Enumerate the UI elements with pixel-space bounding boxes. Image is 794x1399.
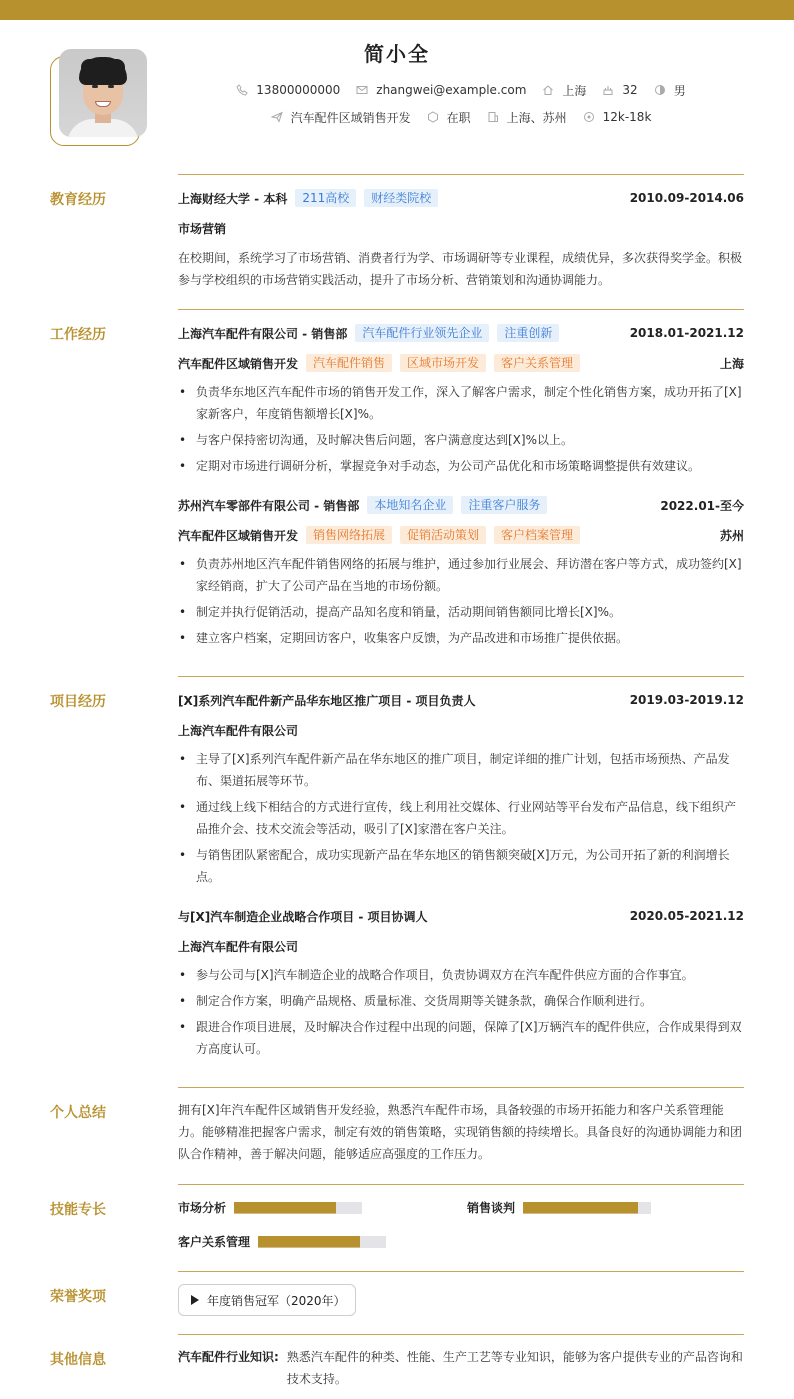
- email-item: [356, 83, 526, 97]
- project-bullets: [178, 748, 744, 892]
- skill-bar-fill: [234, 1202, 336, 1214]
- list-item: • 通过线上线下相结合的方式进行宣传，线上利用社交媒体、行业网站等平台发布产品信息，线下组织产品推介会、技术交流会等活动，吸引了[X]家潜在客户关注。: [178, 796, 744, 840]
- project-company: 上海汽车配件有限公司: [178, 939, 299, 954]
- company-tag: 注重客户服务: [461, 496, 547, 514]
- other-label: 汽车配件行业知识:: [178, 1350, 279, 1364]
- section-divider: [178, 174, 744, 175]
- section-divider: [178, 1184, 744, 1185]
- school-tag: 财经类院校: [364, 189, 438, 207]
- top-accent-bar: [0, 0, 794, 20]
- project-bullets: [178, 964, 744, 1064]
- status-item: [427, 109, 471, 126]
- major: 市场营销: [178, 221, 227, 236]
- section-title-summary: 个人总结: [50, 1105, 106, 1121]
- award-label: 年度销售冠军（2020年）: [207, 1293, 346, 1308]
- target-job-text: 汽车配件区域销售开发: [290, 110, 411, 125]
- role-tag: 销售网络拓展: [306, 526, 392, 544]
- gender-item: [654, 82, 686, 99]
- list-item: • 与客户保持密切沟通，及时解决售后问题，客户满意度达到[X]%以上。: [178, 429, 744, 451]
- company-tag: 本地知名企业: [367, 496, 453, 514]
- work-location: 苏州: [719, 528, 744, 543]
- city-item: [542, 82, 586, 99]
- skill-bar: [234, 1202, 362, 1214]
- list-item: • 负责苏州地区汽车配件销售网络的拓展与维护，通过参加行业展会、拜访潜在客户等方式，成功签约[X]家经销商，扩大了公司产品在当地的市场份额。: [178, 553, 744, 597]
- target-city-item: [487, 109, 567, 126]
- project-title: 与[X]汽车制造企业战略合作项目 - 项目协调人: [178, 909, 428, 924]
- education-header: [178, 189, 744, 207]
- school-name: 上海财经大学 - 本科: [178, 191, 288, 206]
- skill-bar: [523, 1202, 651, 1214]
- section-divider: [178, 1334, 744, 1335]
- skill-bar-fill: [258, 1236, 360, 1248]
- other-text: 熟悉汽车配件的种类、性能、生产工艺等专业知识，能够为客户提供专业的产品咨询和技术支持。: [286, 1350, 743, 1386]
- skill-name: 市场分析: [178, 1201, 227, 1215]
- send-icon: [271, 111, 283, 123]
- work-role-row: [178, 354, 744, 372]
- work-location: 上海: [719, 356, 744, 371]
- target-city-text: 上海、苏州: [506, 110, 567, 125]
- education-period: 2010.09-2014.06: [629, 191, 744, 205]
- project-period: 2019.03-2019.12: [629, 693, 744, 707]
- section-title-awards: 荣誉奖项: [50, 1289, 106, 1305]
- section-divider: [178, 309, 744, 310]
- salary-item: [583, 110, 652, 124]
- education-desc: 在校期间，系统学习了市场营销、消费者行为学、市场调研等专业课程，成绩优异，多次获得奖学金。积极参与学校组织的市场营销实践活动，提升了市场分析、营销策划和沟通协调能力。: [178, 251, 743, 287]
- company-name: 上海汽车配件有限公司 - 销售部: [178, 326, 348, 341]
- building-icon: [487, 111, 499, 123]
- section-divider: [178, 676, 744, 677]
- contact-row: [178, 81, 744, 99]
- list-item: • 定期对市场进行调研分析，掌握竞争对手动态，为公司产品优化和市场策略调整提供有效建议。: [178, 455, 744, 477]
- role-tag: 区域市场开发: [400, 354, 486, 372]
- section-divider: [178, 1271, 744, 1272]
- skill-item: [178, 1233, 386, 1250]
- list-item: • 制定并执行促销活动，提高产品知名度和销量，活动期间销售额同比增长[X]%。: [178, 601, 744, 623]
- status-icon: [427, 111, 439, 123]
- skill-item: [178, 1199, 362, 1216]
- work-role-row: [178, 526, 744, 544]
- list-item: • 参与公司与[X]汽车制造企业的战略合作项目，负责协调双方在汽车配件供应方面的合作事宜。: [178, 964, 744, 986]
- role-tag: 汽车配件销售: [306, 354, 392, 372]
- phone-text: 13800000000: [256, 83, 341, 97]
- list-item: • 跟进合作项目进展，及时解决合作过程中出现的问题，保障了[X]万辆汽车的配件供应，合作成果得到双方高度认可。: [178, 1016, 744, 1060]
- section-title-project: 项目经历: [50, 694, 106, 710]
- summary-text: 拥有[X]年汽车配件区域销售开发经验，熟悉汽车配件市场，具备较强的市场开拓能力和客户关系管理能力。能够精准把握客户需求，制定有效的销售策略，实现销售额的持续增长。具备良好的沟通协调能力和团队合作精神，善于解决问题，能够适应高强度的工作压力。: [178, 1103, 743, 1161]
- city-text: 上海: [562, 83, 587, 98]
- role-title: 汽车配件区域销售开发: [178, 356, 299, 371]
- intent-row: [178, 108, 744, 126]
- work-header: [178, 324, 744, 342]
- role-tag: 客户关系管理: [494, 354, 580, 372]
- company-tag: 汽车配件行业领先企业: [355, 324, 489, 342]
- gender-icon: [654, 84, 666, 96]
- section-title-skills: 技能专长: [50, 1202, 106, 1218]
- candidate-name: 简小全: [364, 42, 430, 66]
- skill-bar: [258, 1236, 386, 1248]
- list-item: • 制定合作方案，明确产品规格、质量标准、交货周期等关键条款，确保合作顺利进行。: [178, 990, 744, 1012]
- work-period: 2018.01-2021.12: [629, 326, 744, 340]
- status-text: 在职: [446, 110, 471, 125]
- target-job-item: [271, 109, 411, 126]
- company-name: 苏州汽车零部件有限公司 - 销售部: [178, 498, 360, 513]
- project-period: 2020.05-2021.12: [629, 909, 744, 923]
- work-header: [178, 496, 744, 514]
- phone-icon: [236, 84, 248, 96]
- mail-icon: [356, 84, 368, 96]
- role-tag: 促销活动策划: [400, 526, 486, 544]
- triangle-right-icon: [191, 1295, 199, 1305]
- list-item: • 与销售团队紧密配合，成功实现新产品在华东地区的销售额突破[X]万元，为公司开拓了新的利润增长点。: [178, 844, 744, 888]
- school-tag: 211高校: [295, 189, 356, 207]
- skill-bar-fill: [523, 1202, 638, 1214]
- list-item: • 建立客户档案，定期回访客户，收集客户反馈，为产品改进和市场推广提供依据。: [178, 627, 744, 649]
- age-item: [602, 83, 637, 97]
- age-text: 32: [622, 83, 638, 97]
- role-title: 汽车配件区域销售开发: [178, 528, 299, 543]
- skill-item: [467, 1199, 651, 1216]
- money-icon: [583, 111, 595, 123]
- role-tag: 客户档案管理: [494, 526, 580, 544]
- email-text: zhangwei@example.com: [376, 83, 527, 97]
- list-item: • 负责华东地区汽车配件市场的销售开发工作，深入了解客户需求，制定个性化销售方案，成功开拓了[X]家新客户，年度销售额增长[X]%。: [178, 381, 744, 425]
- gender-text: 男: [673, 83, 686, 98]
- work-bullets: [178, 381, 744, 481]
- company-tag: 注重创新: [497, 324, 559, 342]
- section-title-other: 其他信息: [50, 1352, 106, 1368]
- phone-item: [236, 83, 340, 97]
- work-bullets: [178, 553, 744, 653]
- project-company: 上海汽车配件有限公司: [178, 723, 299, 738]
- list-item: • 主导了[X]系列汽车配件新产品在华东地区的推广项目，制定详细的推广计划，包括市场预热、产品发布、渠道拓展等环节。: [178, 748, 744, 792]
- section-title-education: 教育经历: [50, 192, 106, 208]
- award-item[interactable]: [178, 1284, 356, 1316]
- project-title: [X]系列汽车配件新产品华东地区推广项目 - 项目负责人: [178, 693, 476, 708]
- work-period: 2022.01-至今: [660, 498, 744, 513]
- salary-text: 12k-18k: [602, 110, 652, 124]
- project-header: [178, 691, 744, 709]
- skill-name: 销售谈判: [467, 1201, 516, 1215]
- project-header: [178, 907, 744, 925]
- skill-name: 客户关系管理: [178, 1235, 251, 1249]
- other-info-item: [178, 1346, 744, 1390]
- section-title-work: 工作经历: [50, 327, 106, 343]
- cake-icon: [602, 84, 614, 96]
- home-icon: [542, 84, 554, 96]
- section-divider: [178, 1087, 744, 1088]
